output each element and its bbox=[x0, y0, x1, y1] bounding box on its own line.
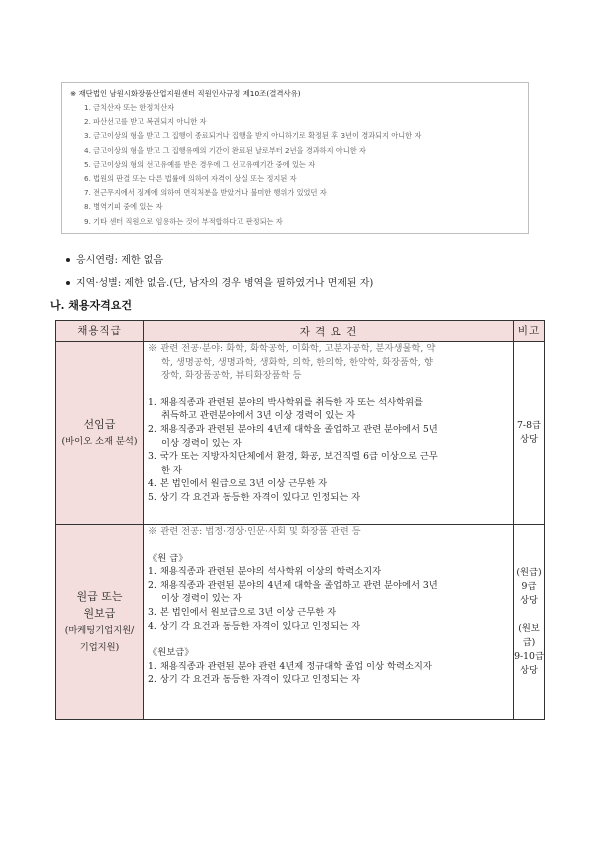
note-senior bbox=[514, 342, 545, 525]
requirement-item: 5. 상기 각 요건과 동등한 자격이 있다고 인정되는 자 bbox=[148, 491, 361, 503]
note-grade-label: (원보급) bbox=[518, 623, 540, 648]
requirement-item-cont: 취득하고 관련분야에서 3년 이상 경력이 있는 자 bbox=[161, 410, 356, 422]
note-grade: 9급 bbox=[521, 581, 537, 592]
requirement-item: 1. 채용직종과 관련된 분야의 박사학위를 취득한 자 또는 석사학위를 bbox=[148, 396, 423, 408]
group-title: 《원 급》 bbox=[148, 552, 188, 564]
requirement-item-cont: 이상 경력이 있는 자 bbox=[161, 593, 242, 605]
category-subtitle: (마케팅기업지원/ bbox=[64, 625, 135, 636]
disqualification-list bbox=[84, 101, 528, 229]
requirement-item-cont: 이상 경력이 있는 자 bbox=[161, 437, 242, 449]
list-item: 2. 파산선고를 받고 복권되지 아니한 자 bbox=[84, 117, 207, 127]
field-note-cont: 장학, 화장품공학, 뷰티화장품학 등 bbox=[161, 370, 302, 382]
rule-box-title: ※ 재단법인 남원시화장품산업지원센터 직원인사규정 제10조(결격사유) bbox=[70, 89, 301, 98]
note-grade-label: (원급) bbox=[516, 567, 542, 578]
bullet-icon bbox=[66, 258, 70, 262]
region-gender-text: 지역·성별: 제한 없음.(단, 남자의 경우 병역을 필하였거나 면제된 자) bbox=[76, 278, 374, 289]
field-note-cont: 학, 생명공학, 생명과학, 생화학, 의학, 한의학, 한약학, 화장품학, 향 bbox=[161, 356, 433, 368]
list-item: 5. 금고이상의 형의 선고유예를 받은 경우에 그 선고유예기간 중에 있는 자 bbox=[84, 159, 316, 169]
list-item: 3. 금고이상의 형을 받고 그 집행이 종료되거나 집행을 받지 아니하기로 확정된 후 3년이 경과되지 아니한 자 bbox=[84, 131, 422, 141]
requirement-item: 2. 채용직종과 관련된 분야의 4년제 대학을 졸업하고 관련 분야에서 3년 bbox=[148, 579, 438, 591]
requirement-item: 4. 상기 각 요건과 동등한 자격이 있다고 인정되는 자 bbox=[148, 620, 361, 632]
group-title: 《원보급》 bbox=[148, 647, 194, 659]
category-junior bbox=[56, 525, 144, 720]
table-header-row bbox=[56, 321, 545, 342]
requirements-senior bbox=[144, 342, 514, 525]
requirement-item: 2. 채용직종과 관련된 분야의 4년제 대학을 졸업하고 관련 분야에서 5년 bbox=[148, 423, 438, 435]
category-title: 원급 또는 bbox=[76, 590, 123, 603]
age-requirement bbox=[66, 251, 163, 266]
note-equivalent: 상당 bbox=[520, 434, 538, 445]
note-junior bbox=[514, 525, 545, 720]
category-title: 원보급 bbox=[83, 607, 116, 620]
category-senior bbox=[56, 342, 144, 525]
section-heading: 나. 채용자격요건 bbox=[50, 299, 133, 312]
note-grade: 7-8급 bbox=[517, 420, 541, 431]
header-category: 채용직급 bbox=[56, 321, 144, 342]
region-gender-requirement bbox=[66, 274, 373, 289]
requirement-item: 3. 본 법인에서 원보급으로 3년 이상 근무한 자 bbox=[148, 606, 337, 618]
list-item: 1. 금치산자 또는 한정치산자 bbox=[84, 103, 175, 112]
age-requirement-text: 응시연령: 제한 없음 bbox=[76, 255, 164, 266]
table-row bbox=[56, 525, 545, 720]
list-item: 6. 법원의 판결 또는 다른 법률에 의하여 자격이 상실 또는 정지된 자 bbox=[84, 174, 297, 184]
requirement-item: 2. 상기 각 요건과 동등한 자격이 있다고 인정되는 자 bbox=[148, 674, 361, 686]
note-grade: 9-10급 bbox=[514, 651, 544, 662]
requirement-item: 1. 채용직종과 관련된 분야 관련 4년제 정규대학 졸업 이상 학력소지자 bbox=[148, 660, 432, 672]
note-equivalent: 상당 bbox=[520, 595, 538, 606]
requirement-item: 1. 채용직종과 관련된 분야의 석사학위 이상의 학력소지자 bbox=[148, 566, 382, 578]
bullet-icon bbox=[66, 281, 70, 285]
category-subtitle: (바이오 소재 분석) bbox=[61, 436, 138, 447]
requirement-item-cont: 한 자 bbox=[161, 464, 182, 476]
header-requirements: 자 격 요 건 bbox=[144, 321, 514, 342]
list-item: 7. 전근무지에서 징계에 의하여 면직처분을 받았거나 불미한 행위가 있었던 자 bbox=[84, 188, 327, 198]
field-note: ※ 관련 전공·분야: 화학, 화학공학, 이화학, 고분자공학, 분자생물학, 약 bbox=[148, 343, 436, 354]
list-item: 9. 기타 센터 직원으로 임용하는 것이 부적합하다고 판정되는 자 bbox=[84, 216, 283, 226]
header-note: 비고 bbox=[514, 321, 545, 342]
requirement-item: 3. 국가 또는 지방자치단체에서 환경, 화공, 보건직렬 6급 이상으로 근무 bbox=[148, 451, 438, 463]
note-equivalent: 상당 bbox=[520, 665, 538, 676]
category-title: 선임급 bbox=[83, 418, 116, 431]
disqualification-rule-box bbox=[61, 82, 529, 234]
list-item: 8. 병역기피 중에 있는 자 bbox=[84, 202, 163, 212]
category-subtitle: 기업지원) bbox=[79, 642, 120, 653]
requirements-junior bbox=[144, 525, 514, 720]
table-row bbox=[56, 342, 545, 525]
requirement-item: 4. 본 법인에서 원급으로 3년 이상 근무한 자 bbox=[148, 478, 328, 490]
qualifications-table bbox=[55, 320, 545, 720]
list-item: 4. 금고이상의 형을 받고 그 집행유예의 기간이 완료된 날로부터 2년을 경과하지 아니한 자 bbox=[84, 145, 366, 155]
field-note: ※ 관련 전공: 법정·경상·인문·사회 및 화장품 관련 등 bbox=[148, 526, 361, 537]
